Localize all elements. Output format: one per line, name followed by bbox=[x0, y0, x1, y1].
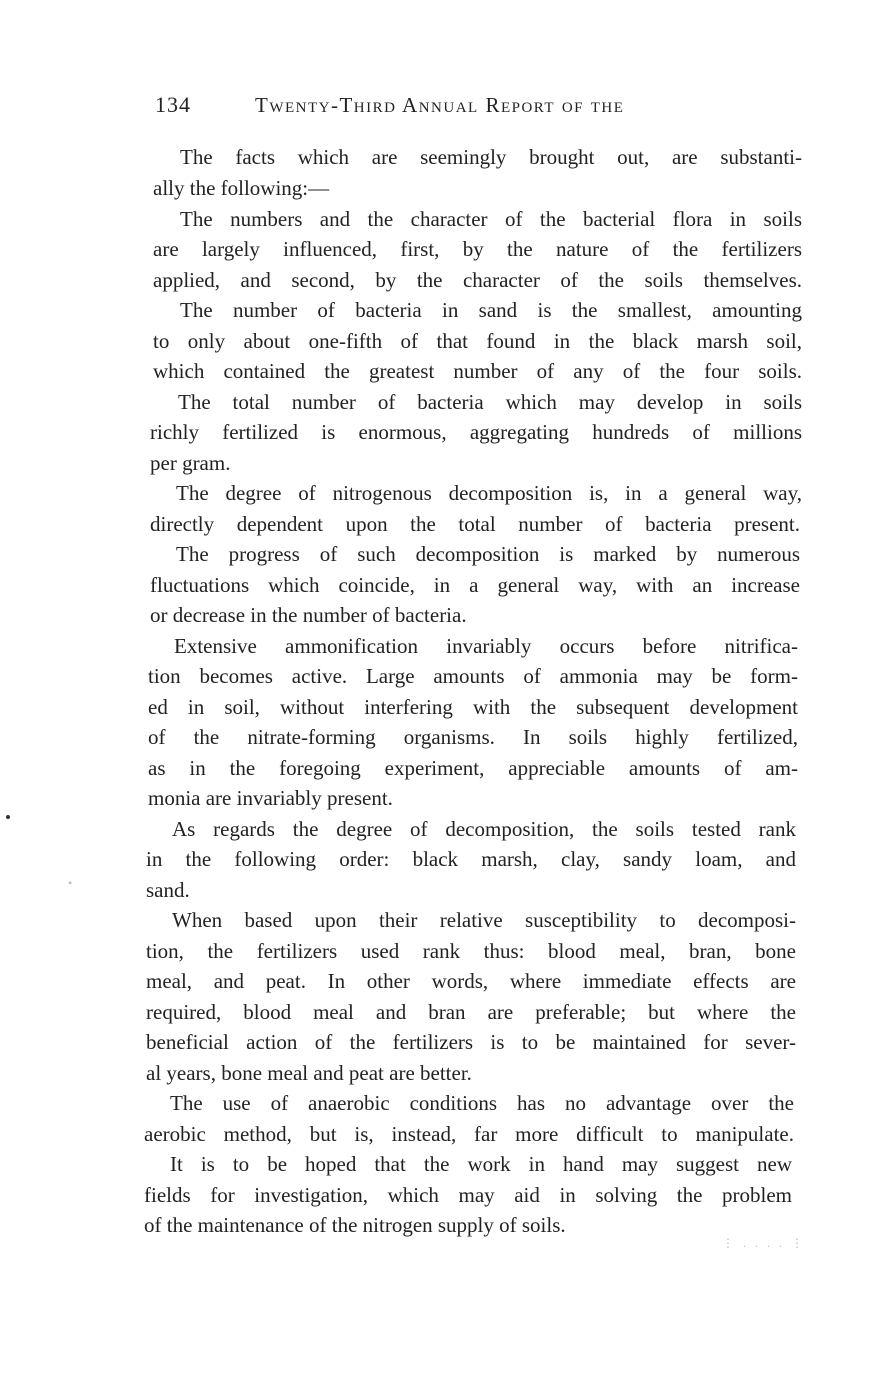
text-line: beneficial action of the fertilizers is to be maintained for sever- bbox=[146, 1030, 796, 1054]
text-line: sand. bbox=[146, 878, 190, 902]
text-line: applied, and second, by the character of the soils themselves. bbox=[153, 268, 802, 292]
text-line: al years, bone meal and peat are better. bbox=[146, 1061, 472, 1085]
text-line: The degree of nitrogenous decomposition is, in a general way, bbox=[176, 481, 802, 505]
text-line: tion becomes active. Large amounts of ammonia may be form- bbox=[148, 664, 798, 688]
text-line: per gram. bbox=[150, 451, 231, 475]
text-line: of the maintenance of the nitrogen supply of soils. bbox=[144, 1213, 566, 1237]
text-line: The total number of bacteria which may develop in soils bbox=[178, 390, 802, 414]
text-line: Extensive ammonification invariably occurs before nitrifica- bbox=[174, 634, 798, 658]
text-line: aerobic method, but is, instead, far more difficult to manipulate. bbox=[144, 1122, 794, 1146]
text-line: directly dependent upon the total number of bacteria present. bbox=[150, 512, 800, 536]
text-line: which contained the greatest number of any of the four soils. bbox=[153, 359, 802, 383]
text-line: When based upon their relative susceptibility to decomposi- bbox=[172, 908, 796, 932]
page-number: 134 bbox=[155, 92, 191, 117]
running-title: Twenty-Third Annual Report of the bbox=[255, 93, 625, 117]
text-line: The number of bacteria in sand is the smallest, amounting bbox=[180, 298, 802, 322]
scan-mark: • bbox=[68, 876, 73, 890]
text-line: It is to be hoped that the work in hand may suggest new bbox=[170, 1152, 792, 1176]
text-line: The progress of such decomposition is marked by numerous bbox=[176, 542, 800, 566]
running-header bbox=[155, 92, 795, 126]
text-line: As regards the degree of decomposition, the soils tested rank bbox=[172, 817, 796, 841]
text-line: tion, the fertilizers used rank thus: blood meal, bran, bone bbox=[146, 939, 796, 963]
scan-mark: ⋮ . . . . ⋮ bbox=[722, 1236, 806, 1250]
text-line: of the nitrate-forming organisms. In soils highly fertilized, bbox=[148, 725, 798, 749]
text-line: to only about one-fifth of that found in the black marsh soil, bbox=[153, 329, 802, 353]
text-line: monia are invariably present. bbox=[148, 786, 393, 810]
text-line: in the following order: black marsh, clay, sandy loam, and bbox=[146, 847, 796, 871]
text-line: or decrease in the number of bacteria. bbox=[150, 603, 467, 627]
text-line: meal, and peat. In other words, where immediate effects are bbox=[146, 969, 796, 993]
text-line: fields for investigation, which may aid in solving the problem bbox=[144, 1183, 792, 1207]
text-line: fluctuations which coincide, in a general way, with an increase bbox=[150, 573, 800, 597]
text-line: richly fertilized is enormous, aggregating hundreds of millions bbox=[150, 420, 802, 444]
scan-speck bbox=[6, 815, 10, 819]
text-line: ally the following:— bbox=[153, 176, 330, 200]
text-line: are largely influenced, first, by the nature of the fertilizers bbox=[153, 237, 802, 261]
text-line: The numbers and the character of the bacterial flora in soils bbox=[180, 207, 802, 231]
text-line: as in the foregoing experiment, appreciable amounts of am- bbox=[148, 756, 798, 780]
text-line: ed in soil, without interfering with the subsequent development bbox=[148, 695, 798, 719]
text-line: The use of anaerobic conditions has no advantage over the bbox=[170, 1091, 794, 1115]
text-line: The facts which are seemingly brought out, are substanti- bbox=[180, 145, 802, 169]
text-line: required, blood meal and bran are preferable; but where the bbox=[146, 1000, 796, 1024]
